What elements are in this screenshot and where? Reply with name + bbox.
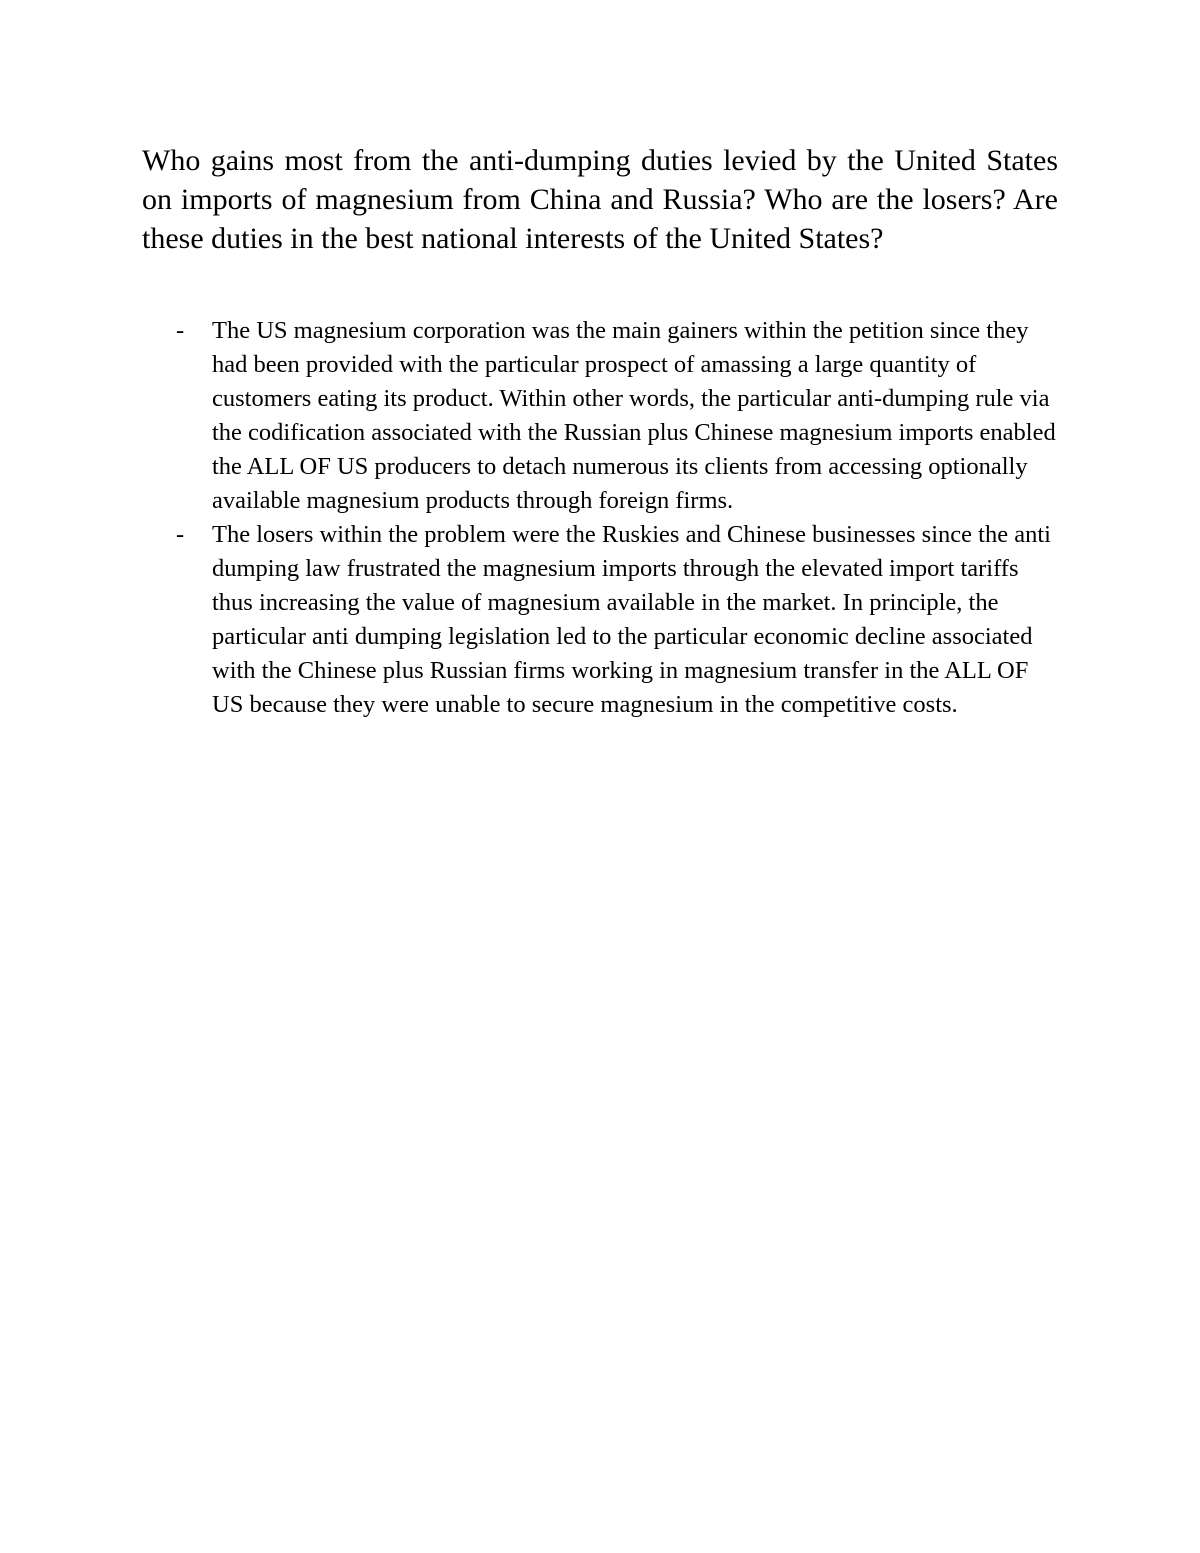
- bullet-text: The losers within the problem were the Ruskies and Chinese businesses since the anti dumping law frustrated the magnesium imports through the elevated import tariffs thus increasing the value of magnesium available in the market. In principle, the particular anti dumping legislation led to the particular economic decline associated with the Chinese plus Russian firms working in magnesium transfer in the ALL OF US because they were unable to secure magnesium in the competitive costs.: [212, 521, 1051, 718]
- bullet-dash: -: [176, 521, 185, 548]
- bullet-text: The US magnesium corporation was the main gainers within the petition since they had been provided with the particular prospect of amassing a large quantity of customers eating its product. Within other words, the particular anti-dumping rule via the codification associated with the Russian plus Chinese magnesium imports enabled the ALL OF US producers to detach numerous its clients from accessing optionally available magnesium products through foreign firms.: [212, 317, 1056, 514]
- answer-bullet-list: [142, 314, 1062, 722]
- answer-bullet-losers: [142, 518, 1062, 722]
- bullet-dash: -: [176, 317, 185, 344]
- answer-bullet-gainers: [142, 314, 1062, 518]
- question-heading: Who gains most from the anti-dumping duties levied by the United States on imports of magnesium from China and Russia? Who are the losers? Are these duties in the best national interests of the United States?: [142, 144, 1058, 255]
